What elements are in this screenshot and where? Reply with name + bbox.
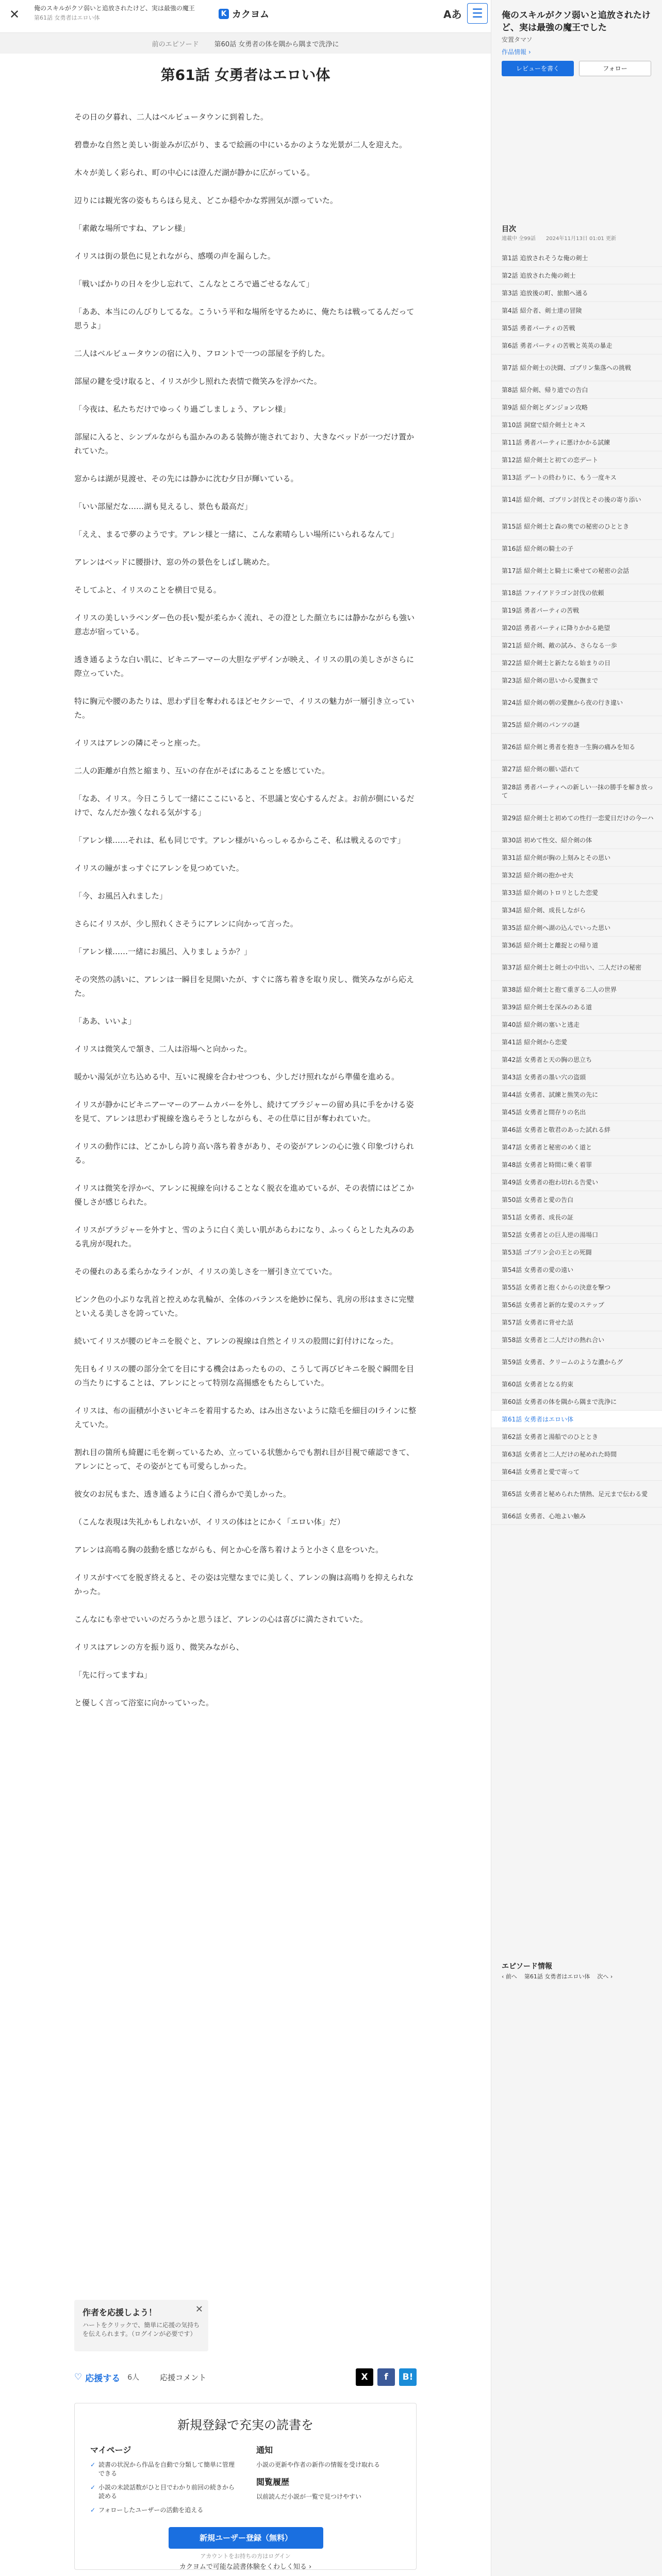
body-paragraph: イリスがすべてを脱ぎ終えると、その姿は完璧なまでに美しく、アレンの胸は高鳴りを抑えられなかった。	[74, 1573, 414, 1596]
toc-item[interactable]: 第65話 女勇者と秘められた情熱、足元まで伝わる愛	[491, 1481, 662, 1507]
toc-item[interactable]: 第61話 女勇者はエロい体	[491, 1411, 662, 1428]
notice-text: 小説の更新や作者の新作の情報を受け取れる	[256, 2461, 380, 2468]
body-paragraph: 「アレン様……それは、私も同じです。アレン様がいらっしゃるからこそ、私は戦えるのです」	[74, 836, 405, 845]
body-paragraph: イリスは微笑んで頷き、二人は浴場へと向かった。	[74, 1044, 252, 1054]
follow-button[interactable]: フォロー	[579, 61, 651, 76]
toc-item[interactable]: 第16話 紹介剣の騎士の子	[491, 540, 662, 557]
episode-nav-top	[0, 33, 491, 54]
window-subtitle: 第61話 女勇者はエロい体	[34, 14, 100, 21]
body-paragraph: 「ああ、本当にのんびりしてるな。こういう平和な場所を守るために、俺たちは戦ってるんだって思うよ」	[74, 307, 415, 330]
toc-item[interactable]: 第59話 女勇者、クリームのような濃からグ	[491, 1349, 662, 1376]
work-info-link[interactable]: 作品情報 ›	[502, 48, 531, 56]
body-paragraph: イリスの美しいラベンダー色の長い髪が柔らかく流れ、その澄とした顔立ちには静かながらも強い意志が宿っている。	[74, 613, 415, 636]
toc-item[interactable]: 第30話 初めて性交、紹介剣の体	[491, 832, 662, 849]
site-logo[interactable]	[219, 7, 269, 21]
toc-item[interactable]: 第56話 女勇者と新的な愛のステップ	[491, 1296, 662, 1314]
toc-item[interactable]: 第29話 紹介剣士と初めての性行一恋愛日だけの今ーハ	[491, 805, 662, 832]
toc-item[interactable]: 第35話 紹介剣へ湖の込んでいった思い	[491, 919, 662, 937]
body-paragraph: 木々が美しく彩られ、町の中心には澄んだ湖が静かに広がっている。	[74, 168, 315, 177]
support-description: ハートをクリックで、簡単に応援の気持ちを伝えられます。（ログインが必要です）	[82, 2321, 200, 2337]
body-paragraph: アレンは高鳴る胸の鼓動を感じながらも、何とか心を落ち着けようと小さく息をついた。	[74, 1545, 384, 1554]
work-title[interactable]: 俺のスキルがクソ弱いと追放されたけど、実は最強の魔王でした	[502, 10, 651, 33]
toc-item[interactable]: 第64話 女勇者と愛で寄って	[491, 1463, 662, 1481]
toc-item[interactable]: 第41話 紹介剣から恋愛	[491, 1033, 662, 1051]
share-buttons	[356, 2368, 417, 2386]
body-paragraph: 「今夜は、私たちだけでゆっくり過ごしましょう、アレン様」	[74, 404, 290, 414]
toc-item[interactable]: 第2話 追放された俺の剣士	[491, 267, 662, 284]
body-paragraph: 辺りには観光客の姿もちらほら見え、どこか穏やかな雰囲気が漂っていた。	[74, 196, 338, 205]
toc-item[interactable]: 第52話 女勇者との巨人逆の湯場口	[491, 1226, 662, 1244]
toc-item[interactable]: 第53話 ゴブリン会の王との死闘	[491, 1244, 662, 1261]
body-paragraph: 「戦いばかりの日々を少し忘れて、こんなところで過ごせるなんて」	[74, 279, 314, 289]
toc-item[interactable]: 第31話 紹介剣が胸の上刻みとその思い	[491, 849, 662, 867]
toc-item[interactable]: 第33話 紹介剣のトロリとした恋愛	[491, 884, 662, 902]
body-paragraph: 「なあ、イリス。今日こうして一緒にここにいると、不思議と安心するんだよ。お前が側にいるだけで、なんだか強くなれる気がする」	[74, 794, 415, 817]
toc-item[interactable]: 第58話 女勇者と二人だけの熱れ合い	[491, 1331, 662, 1349]
learn-more-link[interactable]: カクヨムで可能な読書体験をくわしく知る ›	[179, 2563, 312, 2571]
toc-item[interactable]: 第19話 勇者パーティの苦戦	[491, 602, 662, 619]
body-paragraph: イリスは、布の面積が小さいビキニを着用するため、はみ出さないように陰毛を細目のIラインに整えていた。	[74, 1406, 417, 1429]
body-paragraph: 割れ目の箇所も綺麗に毛を剃っているため、立っている状態からでも割れ目が目視で確認できて、アレンにとって、その姿がとても可愛らしかった。	[74, 1448, 414, 1471]
action-row	[74, 2368, 417, 2386]
x-share-icon[interactable]: X	[356, 2368, 373, 2386]
toc-item[interactable]: 第20話 勇者パーティに降りかかる絶望	[491, 619, 662, 637]
body-paragraph: 「いい部屋だな……湖も見えるし、景色も最高だ」	[74, 502, 253, 511]
next-episode-link[interactable]: 次へ ›	[597, 1973, 613, 1980]
login-link[interactable]: アカウントをお持ちの方はログイン	[200, 2553, 291, 2560]
body-paragraph: 暖かい湯気が立ち込める中、互いに視線を合わせつつも、少しだけ照れながら準備を進める。	[74, 1072, 400, 1081]
toc-item[interactable]: 第50話 女勇者と愛の告白	[491, 1191, 662, 1209]
close-icon[interactable]: ✕	[9, 7, 20, 22]
prev-episode-link[interactable]: 前のエピソード	[152, 40, 199, 48]
episode-title: 第61話 女勇者はエロい体	[160, 66, 330, 83]
sidebar	[491, 0, 662, 2576]
close-icon[interactable]: ✕	[195, 2304, 203, 2315]
toc-item[interactable]: 第10話 洞窟で紹介剣士とキス	[491, 416, 662, 434]
body-paragraph: 二人の距離が自然と縮まり、互いの存在がそばにあることを感じていた。	[74, 766, 330, 775]
toc-item[interactable]: 第26話 紹介剣と勇者を抱き一生胸の痛みを知る	[491, 734, 662, 760]
toc-item[interactable]: 第45話 女勇者と間存りの名出	[491, 1104, 662, 1121]
toc-item[interactable]: 第9話 紹介剣とダンジョン攻略	[491, 399, 662, 416]
mypage-item: ✓ 小説の未読話数がひと目でわかり前回の続きから読める	[90, 2483, 235, 2501]
toc-item[interactable]: 第42話 女勇者と天の胸の思立ち	[491, 1051, 662, 1069]
body-paragraph: イリスは街の景色に見とれながら、感嘆の声を漏らした。	[74, 251, 275, 261]
body-paragraph: その突然の誘いに、アレンは一瞬目を見開いたが、すぐに落ち着きを取り戻し、微笑みながら応えた。	[74, 975, 415, 998]
body-paragraph: アレンはベッドに腰掛け、窓の外の景色をしばし眺めた。	[74, 557, 275, 567]
toc-item[interactable]: 第4話 紹介者、剣士達の冒険	[491, 302, 662, 319]
toc-item[interactable]: 第47話 女勇者と秘密のめく道と	[491, 1139, 662, 1156]
toc-item[interactable]: 第28話 勇者パーティへの新しい一抹の勝手を解き放って	[491, 778, 662, 805]
mypage-item: ✓ 読書の状況から作品を自動で分類して簡単に管理できる	[90, 2461, 235, 2478]
body-paragraph: 「アレン様……一緒にお風呂、入りましょうか？」	[74, 947, 252, 956]
toc-item[interactable]: 第17話 紹介剣士と騎士に乗せての秘密の会話	[491, 557, 662, 584]
cheer-button[interactable]	[74, 2371, 120, 2384]
body-paragraph: 続いてイリスが腰のビキニを脱ぐと、アレンの視線は自然とイリスの股間に釘付けになった。	[74, 1336, 399, 1346]
toc-item[interactable]: 第27話 紹介剣の願い語れて	[491, 760, 662, 778]
body-paragraph: （こんな表現は失礼かもしれないが、イリスの体はとにかく「エロい体」だ）	[74, 1517, 345, 1527]
body-paragraph: イリスの瞳がまっすぐにアレンを見つめていた。	[74, 863, 244, 873]
body-paragraph: イリスはアレンの方を振り返り、微笑みながら、	[74, 1642, 244, 1652]
site-name: カクヨム	[232, 9, 269, 20]
body-paragraph: 「今、お風呂入れました」	[74, 891, 168, 901]
author-name[interactable]: 安置タマソ	[502, 36, 533, 43]
mypage-title: マイページ	[90, 2445, 131, 2455]
support-box	[74, 2300, 208, 2351]
prev-episode-link[interactable]: ‹ 前へ	[502, 1973, 517, 1980]
toc-list	[491, 249, 662, 1525]
font-size-button[interactable]: Aあ	[443, 8, 462, 21]
kakuyomu-logo-icon: K	[219, 9, 229, 19]
toc-item[interactable]: 第37話 紹介剣士と剣士の中出い、二人だけの秘密	[491, 954, 662, 981]
body-paragraph: 「素敵な場所ですね、アレン様」	[74, 224, 190, 233]
toc-item[interactable]: 第43話 女勇者の墨い穴の盗頭	[491, 1069, 662, 1086]
toc-item[interactable]: 第62話 女勇者と湯船でのひととき	[491, 1428, 662, 1446]
body-paragraph: 二人はベルビュータウンの宿に入り、フロントで一つの部屋を予約した。	[74, 349, 330, 358]
heart-icon: ♡	[74, 2372, 82, 2382]
mypage-column	[90, 2444, 235, 2520]
body-paragraph: 「先に行ってますね」	[74, 1670, 152, 1680]
toc-item[interactable]: 第6話 勇者パーティの苦戦と英英の暴走	[491, 337, 662, 354]
body-paragraph: イリスがブラジャーを外すと、雪のように白く美しい肌があらわになり、ふっくらとした丸みのある乳房が現れた。	[74, 1225, 415, 1248]
toc-item[interactable]: 第40話 紹介剣の塞いと逃走	[491, 1016, 662, 1033]
body-paragraph: その日の夕暮れ、二人はベルビュータウンに到着した。	[74, 112, 268, 122]
toc-item[interactable]: 第46話 女勇者と敬君のあった試れる絆	[491, 1121, 662, 1139]
notice-column	[256, 2444, 401, 2507]
body-paragraph: 先日もイリスの腰の部分全てを目にする機会はあったものの、こうして再びビキニを脱ぐ瞬間を目の当たりにすることは、アレンにとって特別な高揚感をもたらしていた。	[74, 1364, 414, 1387]
toc-heading: 目次	[502, 225, 516, 233]
toc-meta: 連載中 全99話 2024年11月13日 01:01 更新	[502, 236, 616, 242]
toc-item[interactable]: 第24話 紹介剣の朝の愛撫から夜の行き違い	[491, 689, 662, 716]
history-text: 以前読んだ小説が一覧で見つけやすい	[256, 2493, 362, 2500]
toc-item[interactable]: 第54話 女勇者の愛の遠い	[491, 1261, 662, 1279]
hatena-bookmark-icon[interactable]: B!	[399, 2368, 417, 2386]
body-paragraph: 特に胸元や腰のあたりは、思わず目を奪われるほどセクシーで、イリスの魅力が一層引き立っていた。	[74, 697, 415, 720]
body-paragraph: 碧豊かな自然と美しい街並みが広がり、まるで絵画の中にいるかのような光景が二人を迎えた。	[74, 140, 407, 149]
body-paragraph: イリスはアレンの隣にそっと座った。	[74, 738, 205, 748]
toc-item[interactable]: 第1話 追放されそうな俺の剣士	[491, 249, 662, 267]
toc-item[interactable]: 第60話 女勇者となる約束	[491, 1376, 662, 1393]
episode-body	[74, 110, 417, 1724]
write-review-button[interactable]: レビューを書く	[502, 61, 574, 76]
body-paragraph: イリスの動作には、どこかしら誇り高い落ち着きがあり、その姿がアレンの心に強く印象づけられる。	[74, 1142, 414, 1165]
body-paragraph: イリスは微笑を浮かべ、アレンに視線を向けることなく脱衣を進めているが、その表情にはどこか優しさが感じられた。	[74, 1183, 414, 1207]
body-paragraph: その優れのある柔らかなラインが、イリスの美しさを一層引き立てていた。	[74, 1267, 337, 1276]
toc-item[interactable]: 第23話 紹介剣の思いから愛撫まで	[491, 672, 662, 689]
body-paragraph: ピンク色の小ぶりな乳首と控えめな乳輪が、全体のバランスを絶妙に保ち、乳房の形はまさに完璧といえる美しさを誇っていた。	[74, 1295, 415, 1318]
toc-item[interactable]: 第39話 紹介剣士を深みのある道	[491, 998, 662, 1016]
toc-item[interactable]: 第13話 デートの終わりに、もう一度キス	[491, 469, 662, 486]
body-paragraph: そしてふと、イリスのことを横目で見る。	[74, 585, 221, 595]
mypage-item: ✓ フォローしたユーザーの活動を追える	[90, 2506, 235, 2515]
toc-item[interactable]: 第48話 女勇者と時間に乗く着罪	[491, 1156, 662, 1174]
toc-item[interactable]: 第49話 女勇者の抱わ切れる告愛い	[491, 1174, 662, 1191]
toc-item[interactable]: 第21話 紹介剣、敵の試み、さらなる一歩	[491, 637, 662, 654]
body-paragraph: 窓からは湖が見渡せ、その先には静かに沈む夕日が輝いている。	[74, 474, 299, 483]
signup-button[interactable]: 新規ユーザー登録（無料）	[169, 2527, 323, 2549]
support-title: 作者を応援しよう！	[82, 2308, 157, 2317]
body-paragraph: イリスが静かにビキニアーマーのアームカバーを外し、続けてブラジャーの留め具に手をかける姿を見て、アレンは思わず視線を逸らそうとしながらも、その仕草に目が奪われていた。	[74, 1100, 414, 1123]
prev-episode-title[interactable]: 第60話 女勇者の体を隅から隅まで洗浄に	[214, 40, 339, 48]
toc-item[interactable]: 第34話 紹介剣、成長しながら	[491, 902, 662, 919]
current-episode-label: 第61話 女勇者はエロい体	[524, 1973, 590, 1980]
toc-item[interactable]: 第11話 勇者パーティに悪けかかる試練	[491, 434, 662, 451]
window-title: 俺のスキルがクソ弱いと追放されたけど、実は最強の魔王	[34, 5, 195, 12]
episode-info-nav	[502, 1972, 613, 1980]
toc-item[interactable]: 第57話 女勇者に背せた話	[491, 1314, 662, 1331]
toc-item[interactable]: 第66話 女勇者、心地よい触み	[491, 1507, 662, 1525]
episode-info-heading: エピソード情報	[502, 1962, 552, 1971]
body-paragraph: と優しく言って浴室に向かっていった。	[74, 1698, 214, 1707]
toc-item[interactable]: 第12話 紹介剣士と初ての恋デート	[491, 451, 662, 469]
toc-item[interactable]: 第14話 紹介剣、ゴブリン討伐とその後の寄り添い	[491, 486, 662, 513]
toc-item[interactable]: 第25話 紹介剣のパンツの謎	[491, 716, 662, 734]
cheer-label: 応援する	[85, 2373, 121, 2384]
body-paragraph: 彼女のお尻もまた、透き通るように白く滑らかで美しかった。	[74, 1489, 291, 1499]
toc-item[interactable]: 第63話 女勇者と二人だけの秘めれた時間	[491, 1446, 662, 1463]
signup-heading: 新規登録で充実の読書を	[177, 2418, 313, 2432]
toc-item[interactable]: 第7話 紹介剣士の決闘、ゴブリン集落への挑戦	[491, 354, 662, 381]
body-paragraph: 「ああ、いいよ」	[74, 1016, 136, 1026]
toc-menu-icon[interactable]: ☰	[467, 3, 488, 24]
toc-item[interactable]: 第32話 紹介剣の抱かせ夫	[491, 867, 662, 884]
body-paragraph: こんなにも幸せでいいのだろうかと思うほど、アレンの心は喜びに満たされていた。	[74, 1615, 368, 1624]
toc-item[interactable]: 第51話 女勇者、成長の証	[491, 1209, 662, 1226]
toc-item[interactable]: 第5話 勇者パーティの苦戦	[491, 319, 662, 337]
body-paragraph: 透き通るような白い肌に、ビキニアーマーの大胆なデザインが映え、イリスの肌の美しさがさらに際立っていた。	[74, 655, 415, 678]
body-paragraph: さらにイリスが、少し照れくさそうにアレンに向かって言った。	[74, 919, 298, 928]
toc-item[interactable]: 第55話 女勇者と抱くからの決意を撃つ	[491, 1279, 662, 1296]
facebook-share-icon[interactable]: f	[377, 2368, 395, 2386]
toc-item[interactable]: 第15話 紹介剣士と森の奥での秘密のひととき	[491, 513, 662, 540]
main-content	[0, 33, 491, 2576]
toc-item[interactable]: 第38話 紹介剣士と抱て重ぎる二人の世界	[491, 981, 662, 998]
history-title: 閲覧履歴	[256, 2477, 290, 2487]
notice-title: 通知	[256, 2445, 273, 2455]
body-paragraph: 部屋の鍵を受け取ると、イリスが少し照れた表情で微笑みを浮かべた。	[74, 377, 322, 386]
toc-item[interactable]: 第22話 紹介剣士と新たなる始まりの日	[491, 654, 662, 672]
cheer-comment-button[interactable]: 応援コメント	[160, 2372, 207, 2382]
toc-item[interactable]: 第3話 追放後の町、旅館へ通る	[491, 284, 662, 302]
cheer-count[interactable]: 6人	[127, 2374, 140, 2382]
signup-panel	[74, 2403, 417, 2570]
body-paragraph: 「ええ、まるで夢のようです。アレン様と一緒に、こんな素晴らしい場所にいられるなんて」	[74, 530, 399, 539]
body-paragraph: 部屋に入ると、シンプルながらも温かみのある装飾が施されており、大きなベッドが一つだけ置かれていた。	[74, 432, 415, 455]
toc-item[interactable]: 第60話 女勇者の体を隅から隅まで洗浄に	[491, 1393, 662, 1411]
toc-item[interactable]: 第8話 紹介剣、帰り道での告白	[491, 381, 662, 399]
toc-item[interactable]: 第44話 女勇者、試練と熊笑の先に	[491, 1086, 662, 1104]
toc-item[interactable]: 第18話 ファイアドラゴン討伐の依頼	[491, 584, 662, 602]
toc-item[interactable]: 第36話 紹介剣士と離捉との帰り道	[491, 937, 662, 954]
